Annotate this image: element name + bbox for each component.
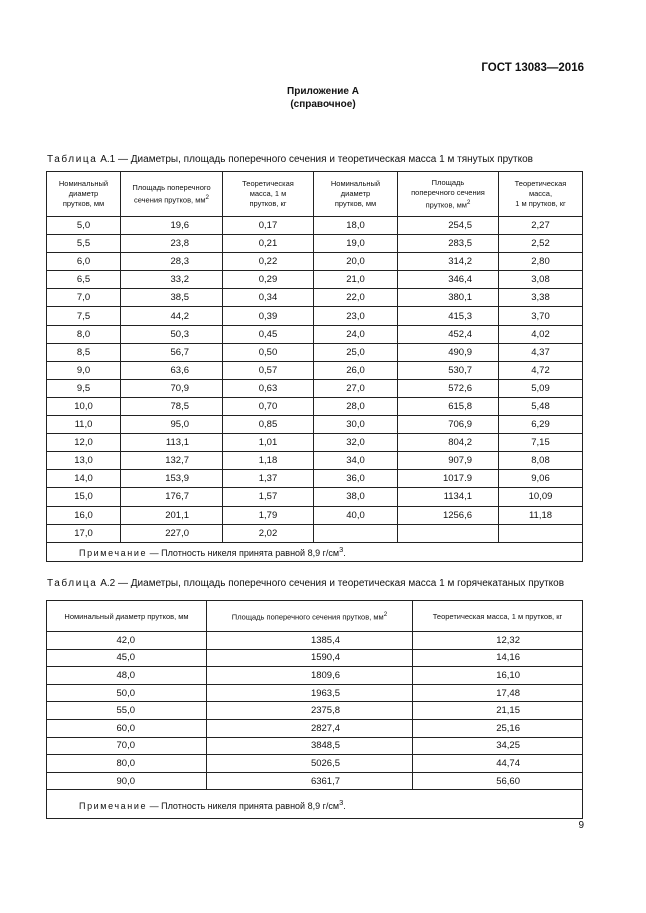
table1-cell-diameter: 17,0 xyxy=(47,524,121,542)
table1-cell-diameter-2: 26,0 xyxy=(314,361,398,379)
table1-cell-mass: 0,34 xyxy=(223,289,314,307)
table1-row xyxy=(47,488,583,506)
table2-header-row xyxy=(47,601,583,632)
table2-cell-diameter: 50,0 xyxy=(47,684,207,702)
table1-cell-diameter-2: 19,0 xyxy=(314,235,398,253)
table1-cell-area: 63,6 xyxy=(121,361,223,379)
table2-cell-diameter: 90,0 xyxy=(47,772,207,790)
table1-cell-area: 176,7 xyxy=(121,488,223,506)
table1-caption-label: Таблица xyxy=(47,154,98,165)
table1-cell-mass-2: 6,29 xyxy=(499,416,583,434)
table1-cell-area-2: 380,1 xyxy=(398,289,499,307)
table1-note: Примечание — Плотность никеля принята равной 8,9 $г/см^3$. xyxy=(47,542,583,561)
table2-row xyxy=(47,719,583,737)
table1-cell-mass: 1,18 xyxy=(223,452,314,470)
table2-cell-area: 2827,4 xyxy=(207,719,413,737)
table1-cell-area-2 xyxy=(398,524,499,542)
table1-cell-diameter: 5,0 xyxy=(47,217,121,235)
table2-cell-diameter: 48,0 xyxy=(47,667,207,685)
table1-cell-mass-2: 8,08 xyxy=(499,452,583,470)
table1-row xyxy=(47,325,583,343)
table1-row xyxy=(47,524,583,542)
table1-cell-mass: 0,17 xyxy=(223,217,314,235)
table1-cell-mass: 0,70 xyxy=(223,397,314,415)
table2-cell-mass: 44,74 xyxy=(413,755,583,773)
table1-row xyxy=(47,470,583,488)
table2-cell-diameter: 60,0 xyxy=(47,719,207,737)
table1-cell-area: 227,0 xyxy=(121,524,223,542)
standard-number: ГОСТ 13083—2016 xyxy=(481,62,584,74)
table1-cell-area: 33,2 xyxy=(121,271,223,289)
table1-note-row xyxy=(47,542,583,561)
table2-col-mass: Теоретическая масса, 1 м прутков, кг xyxy=(413,601,583,632)
table1-cell-mass-2: 2,80 xyxy=(499,253,583,271)
table1-cell-mass-2: 3,38 xyxy=(499,289,583,307)
table1-row xyxy=(47,271,583,289)
table1-cell-mass: 0,39 xyxy=(223,307,314,325)
table2-cell-mass: 12,32 xyxy=(413,632,583,650)
table1-cell-area-2: 615,8 xyxy=(398,397,499,415)
table1-cell-mass-2 xyxy=(499,524,583,542)
table2-row xyxy=(47,649,583,667)
table1-cell-mass: 0,63 xyxy=(223,379,314,397)
table1-cell-diameter-2: 30,0 xyxy=(314,416,398,434)
table1-cell-diameter: 10,0 xyxy=(47,397,121,415)
table1-cell-area: 201,1 xyxy=(121,506,223,524)
table1-cell-mass: 0,22 xyxy=(223,253,314,271)
table2-row xyxy=(47,702,583,720)
table2-note-row xyxy=(47,790,583,819)
table2-cell-mass: 21,15 xyxy=(413,702,583,720)
table1-cell-diameter: 6,0 xyxy=(47,253,121,271)
table1-cell-area: 132,7 xyxy=(121,452,223,470)
table1-cell-diameter: 9,0 xyxy=(47,361,121,379)
table2-cell-area: 6361,7 xyxy=(207,772,413,790)
table1-row xyxy=(47,452,583,470)
table1-cell-area: 78,5 xyxy=(121,397,223,415)
table1-col-diameter-2: Номинальный диаметр прутков, мм xyxy=(314,172,398,217)
table1-cell-area-2: 530,7 xyxy=(398,361,499,379)
table1-cell-mass-2: 3,08 xyxy=(499,271,583,289)
table1-cell-diameter: 13,0 xyxy=(47,452,121,470)
table2-cell-mass: 16,10 xyxy=(413,667,583,685)
table1-cell-area: 113,1 xyxy=(121,434,223,452)
table2-cell-area: 1809,6 xyxy=(207,667,413,685)
table1-cell-mass: 0,45 xyxy=(223,325,314,343)
table2-cell-diameter: 42,0 xyxy=(47,632,207,650)
table1-row xyxy=(47,434,583,452)
table2-cell-area: 1963,5 xyxy=(207,684,413,702)
table2-row xyxy=(47,737,583,755)
table2-cell-mass: 14,16 xyxy=(413,649,583,667)
table1-cell-area: 44,2 xyxy=(121,307,223,325)
table1-cell-diameter-2: 22,0 xyxy=(314,289,398,307)
table1-cell-mass-2: 2,27 xyxy=(499,217,583,235)
table1-note-label: Примечание xyxy=(79,548,148,559)
table1-row xyxy=(47,379,583,397)
appendix-title: Приложение А xyxy=(287,86,359,97)
table2-cell-area: 2375,8 xyxy=(207,702,413,720)
table2 xyxy=(46,600,583,819)
table1-cell-area: 50,3 xyxy=(121,325,223,343)
table1-cell-diameter-2: 34,0 xyxy=(314,452,398,470)
table2-row xyxy=(47,755,583,773)
table2-cell-area: 5026,5 xyxy=(207,755,413,773)
table1-cell-mass-2: 4,72 xyxy=(499,361,583,379)
table1-col-area-2: Площадь поперечного сечения прутков, $мм^2$ xyxy=(398,172,499,217)
table1-cell-mass-2: 2,52 xyxy=(499,235,583,253)
table2-cell-diameter: 70,0 xyxy=(47,737,207,755)
table1-row xyxy=(47,361,583,379)
table1-cell-mass-2: 10,09 xyxy=(499,488,583,506)
table2-cell-diameter: 45,0 xyxy=(47,649,207,667)
table2-caption-label: Таблица xyxy=(47,578,98,589)
table1-col-diameter: Номинальный диаметр прутков, мм xyxy=(47,172,121,217)
table1-row xyxy=(47,343,583,361)
table1-cell-diameter-2 xyxy=(314,524,398,542)
table1-row xyxy=(47,506,583,524)
table2-note-label: Примечание xyxy=(79,800,148,811)
table1-cell-diameter-2: 27,0 xyxy=(314,379,398,397)
table2-cell-diameter: 80,0 xyxy=(47,755,207,773)
table1-cell-mass-2: 5,09 xyxy=(499,379,583,397)
table1-cell-diameter-2: 24,0 xyxy=(314,325,398,343)
table1-cell-area-2: 1134,1 xyxy=(398,488,499,506)
table1-cell-area-2: 346,4 xyxy=(398,271,499,289)
table2-cell-mass: 17,48 xyxy=(413,684,583,702)
table1-col-mass: Теоретическая масса, 1 м прутков, кг xyxy=(223,172,314,217)
table1-cell-diameter-2: 23,0 xyxy=(314,307,398,325)
table1-cell-diameter: 8,0 xyxy=(47,325,121,343)
table1-cell-mass: 1,79 xyxy=(223,506,314,524)
table1-cell-diameter: 5,5 xyxy=(47,235,121,253)
table1-cell-mass-2: 9,06 xyxy=(499,470,583,488)
table1-cell-diameter-2: 32,0 xyxy=(314,434,398,452)
table1-row xyxy=(47,235,583,253)
table1-cell-diameter: 7,5 xyxy=(47,307,121,325)
table1-cell-area-2: 283,5 xyxy=(398,235,499,253)
table1-cell-mass: 0,50 xyxy=(223,343,314,361)
table1-cell-area-2: 415,3 xyxy=(398,307,499,325)
table1-cell-area-2: 254,5 xyxy=(398,217,499,235)
table1-cell-mass: 1,37 xyxy=(223,470,314,488)
table1-cell-diameter-2: 40,0 xyxy=(314,506,398,524)
table1-cell-diameter-2: 20,0 xyxy=(314,253,398,271)
table1-col-area: Площадь поперечного сечения прутков, $мм^2$ xyxy=(121,172,223,217)
table1-cell-area: 19,6 xyxy=(121,217,223,235)
table1-cell-diameter: 12,0 xyxy=(47,434,121,452)
table1-cell-mass-2: 4,37 xyxy=(499,343,583,361)
table1-cell-area: 95,0 xyxy=(121,416,223,434)
table2-col-area: Площадь поперечного сечения прутков, $мм^2$ xyxy=(207,601,413,632)
table1-col-mass-2: Теоретическая масса, 1 м прутков, кг xyxy=(499,172,583,217)
table2-row xyxy=(47,772,583,790)
table1-row xyxy=(47,253,583,271)
appendix-subtitle: (справочное) xyxy=(290,99,356,110)
table1-cell-mass: 2,02 xyxy=(223,524,314,542)
table1-cell-area: 153,9 xyxy=(121,470,223,488)
table2-row xyxy=(47,684,583,702)
table2-cell-mass: 25,16 xyxy=(413,719,583,737)
table1-cell-mass-2: 4,02 xyxy=(499,325,583,343)
table2-cell-area: 1590,4 xyxy=(207,649,413,667)
table2-col-diameter: Номинальный диаметр прутков, мм xyxy=(47,601,207,632)
table1-cell-mass: 0,29 xyxy=(223,271,314,289)
table1-cell-mass: 1,57 xyxy=(223,488,314,506)
table1-cell-mass: 0,85 xyxy=(223,416,314,434)
table1-cell-area-2: 572,6 xyxy=(398,379,499,397)
page-number: 9 xyxy=(578,820,584,831)
table1-cell-diameter: 15,0 xyxy=(47,488,121,506)
table1-cell-diameter: 7,0 xyxy=(47,289,121,307)
table2-note: Примечание — Плотность никеля принята равной 8,9 $г/см^3$. xyxy=(47,790,583,819)
table1-cell-mass-2: 11,18 xyxy=(499,506,583,524)
table1-cell-area-2: 314,2 xyxy=(398,253,499,271)
table1-cell-mass: 0,21 xyxy=(223,235,314,253)
table1-cell-diameter: 8,5 xyxy=(47,343,121,361)
table1-cell-diameter-2: 28,0 xyxy=(314,397,398,415)
table1-cell-area: 56,7 xyxy=(121,343,223,361)
table1-cell-area-2: 804,2 xyxy=(398,434,499,452)
table2-caption-text: А.2 — Диаметры, площадь поперечного сечения и теоретическая масса 1 м горячекатаных прутков xyxy=(100,578,565,589)
table2-caption xyxy=(47,578,564,589)
table1-cell-area-2: 1256,6 xyxy=(398,506,499,524)
table1 xyxy=(46,171,583,562)
table2-row xyxy=(47,667,583,685)
table1-cell-mass: 1,01 xyxy=(223,434,314,452)
table1-cell-area-2: 1017.9 xyxy=(398,470,499,488)
table1-cell-diameter: 14,0 xyxy=(47,470,121,488)
table1-cell-area-2: 706,9 xyxy=(398,416,499,434)
table1-cell-mass-2: 7,15 xyxy=(499,434,583,452)
table1-cell-area: 23,8 xyxy=(121,235,223,253)
table1-row xyxy=(47,416,583,434)
table2-cell-area: 3848,5 xyxy=(207,737,413,755)
table1-cell-area-2: 907,9 xyxy=(398,452,499,470)
table1-cell-area-2: 452,4 xyxy=(398,325,499,343)
table1-caption-text: А.1 — Диаметры, площадь поперечного сечения и теоретическая масса 1 м тянутых прутков xyxy=(100,154,533,165)
table1-cell-diameter-2: 36,0 xyxy=(314,470,398,488)
table1-cell-diameter-2: 38,0 xyxy=(314,488,398,506)
table1-cell-diameter-2: 18,0 xyxy=(314,217,398,235)
table1-caption xyxy=(47,154,533,165)
table1-cell-mass-2: 3,70 xyxy=(499,307,583,325)
table1-cell-diameter: 9,5 xyxy=(47,379,121,397)
table2-cell-mass: 56,60 xyxy=(413,772,583,790)
table1-cell-diameter: 6,5 xyxy=(47,271,121,289)
table1-cell-area: 70,9 xyxy=(121,379,223,397)
table1-cell-diameter: 11,0 xyxy=(47,416,121,434)
table2-cell-diameter: 55,0 xyxy=(47,702,207,720)
table1-row xyxy=(47,397,583,415)
table1-cell-mass-2: 5,48 xyxy=(499,397,583,415)
table1-cell-area: 38,5 xyxy=(121,289,223,307)
table1-cell-diameter-2: 21,0 xyxy=(314,271,398,289)
table1-row xyxy=(47,307,583,325)
table1-row xyxy=(47,289,583,307)
table1-cell-mass: 0,57 xyxy=(223,361,314,379)
table1-row xyxy=(47,217,583,235)
table2-row xyxy=(47,632,583,650)
table2-cell-area: 1385,4 xyxy=(207,632,413,650)
table2-cell-mass: 34,25 xyxy=(413,737,583,755)
table1-header-row xyxy=(47,172,583,217)
table1-cell-diameter-2: 25,0 xyxy=(314,343,398,361)
table1-cell-area-2: 490,9 xyxy=(398,343,499,361)
table1-cell-diameter: 16,0 xyxy=(47,506,121,524)
table1-cell-area: 28,3 xyxy=(121,253,223,271)
